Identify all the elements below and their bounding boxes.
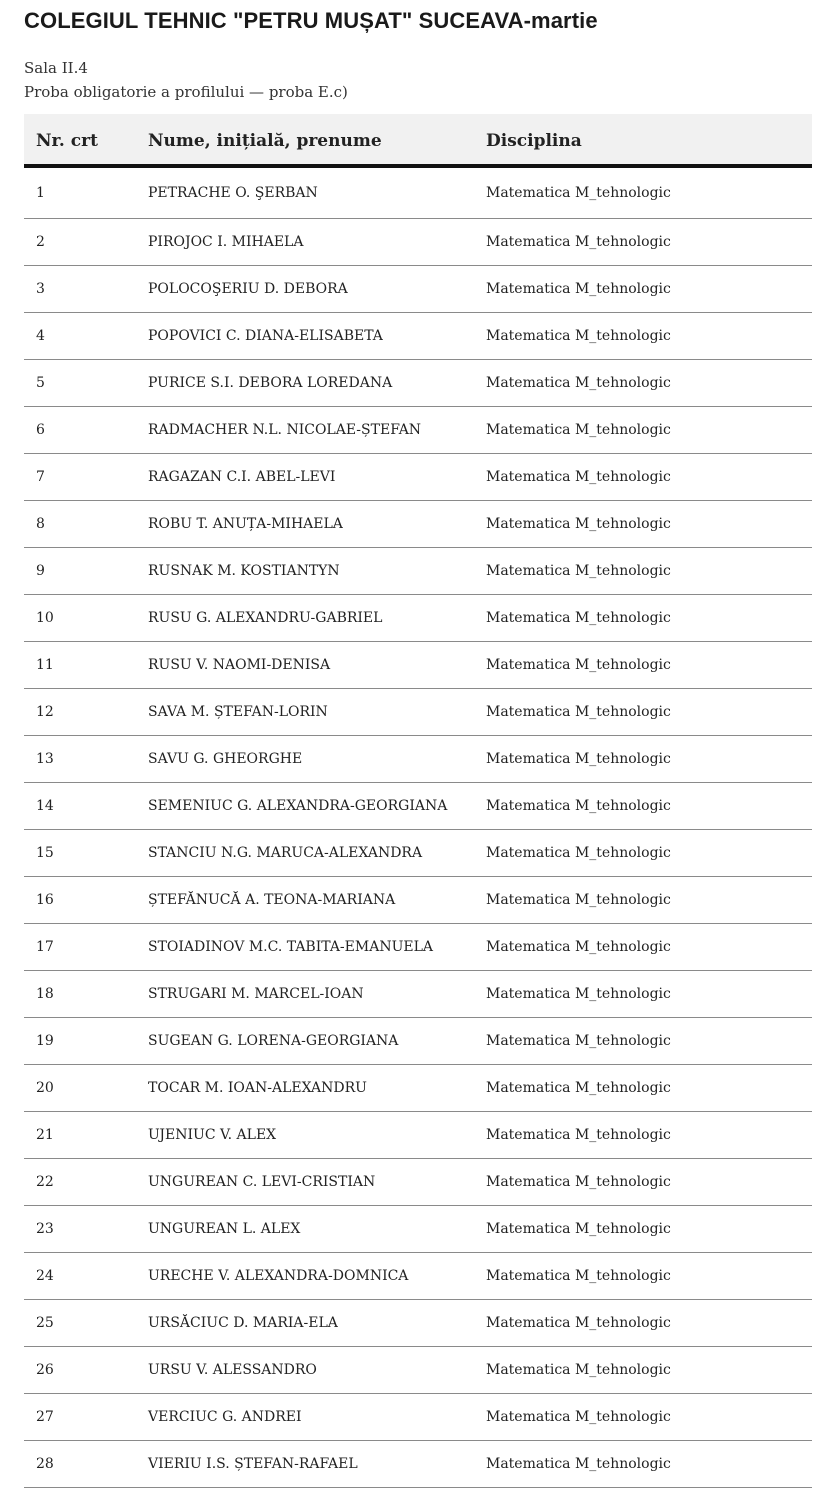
cell-name: URSĂCIUC D. MARIA-ELA <box>148 1315 338 1331</box>
cell-discipline: Matematica M_tehnologic <box>486 892 671 908</box>
cell-discipline: Matematica M_tehnologic <box>486 234 671 250</box>
table-row <box>24 595 812 642</box>
table-row <box>24 360 812 407</box>
column-header-discipline: Disciplina <box>486 131 582 151</box>
cell-discipline: Matematica M_tehnologic <box>486 1080 671 1096</box>
cell-nr: 14 <box>36 798 54 814</box>
candidates-table <box>24 114 812 1488</box>
table-row <box>24 1441 812 1488</box>
table-row <box>24 924 812 971</box>
cell-name: SUGEAN G. LORENA-GEORGIANA <box>148 1033 399 1049</box>
cell-name: STANCIU N.G. MARUCA-ALEXANDRA <box>148 845 423 861</box>
cell-discipline: Matematica M_tehnologic <box>486 516 671 532</box>
cell-nr: 11 <box>36 657 54 673</box>
cell-name: RUSNAK M. KOSTIANTYN <box>148 563 340 579</box>
table-row <box>24 1253 812 1300</box>
cell-nr: 7 <box>36 469 45 485</box>
page-title: COLEGIUL TEHNIC "PETRU MUȘAT" SUCEAVA-martie <box>24 8 598 33</box>
cell-nr: 8 <box>36 516 45 532</box>
cell-nr: 15 <box>36 845 54 861</box>
cell-discipline: Matematica M_tehnologic <box>486 281 671 297</box>
cell-nr: 1 <box>36 185 45 201</box>
table-row <box>24 1347 812 1394</box>
table-row <box>24 548 812 595</box>
cell-discipline: Matematica M_tehnologic <box>486 1033 671 1049</box>
cell-name: VIERIU I.S. ȘTEFAN-RAFAEL <box>148 1456 358 1472</box>
cell-nr: 20 <box>36 1080 54 1096</box>
table-row <box>24 1206 812 1253</box>
cell-discipline: Matematica M_tehnologic <box>486 939 671 955</box>
cell-discipline: Matematica M_tehnologic <box>486 185 671 201</box>
cell-discipline: Matematica M_tehnologic <box>486 1127 671 1143</box>
cell-discipline: Matematica M_tehnologic <box>486 1315 671 1331</box>
cell-discipline: Matematica M_tehnologic <box>486 798 671 814</box>
cell-nr: 4 <box>36 328 45 344</box>
cell-nr: 17 <box>36 939 54 955</box>
cell-discipline: Matematica M_tehnologic <box>486 328 671 344</box>
cell-discipline: Matematica M_tehnologic <box>486 375 671 391</box>
cell-name: UJENIUC V. ALEX <box>148 1127 277 1143</box>
cell-nr: 3 <box>36 281 45 297</box>
cell-discipline: Matematica M_tehnologic <box>486 1409 671 1425</box>
table-row <box>24 266 812 313</box>
cell-name: SEMENIUC G. ALEXANDRA-GEORGIANA <box>148 798 448 814</box>
cell-name: VERCIUC G. ANDREI <box>148 1409 302 1425</box>
cell-discipline: Matematica M_tehnologic <box>486 986 671 1002</box>
cell-name: UNGUREAN L. ALEX <box>148 1221 301 1237</box>
table-row <box>24 407 812 454</box>
cell-name: POPOVICI C. DIANA-ELISABETA <box>148 328 383 344</box>
cell-name: URSU V. ALESSANDRO <box>148 1362 317 1378</box>
cell-discipline: Matematica M_tehnologic <box>486 1268 671 1284</box>
cell-nr: 28 <box>36 1456 54 1472</box>
cell-nr: 6 <box>36 422 45 438</box>
column-header-name: Nume, inițială, prenume <box>148 131 382 151</box>
cell-name: RAGAZAN C.I. ABEL-LEVI <box>148 469 336 485</box>
table-row <box>24 642 812 689</box>
cell-discipline: Matematica M_tehnologic <box>486 469 671 485</box>
cell-name: UNGUREAN C. LEVI-CRISTIAN <box>148 1174 376 1190</box>
table-row <box>24 830 812 877</box>
table-row <box>24 877 812 924</box>
cell-name: RUSU G. ALEXANDRU-GABRIEL <box>148 610 383 626</box>
cell-nr: 22 <box>36 1174 54 1190</box>
cell-nr: 16 <box>36 892 54 908</box>
cell-name: TOCAR M. IOAN-ALEXANDRU <box>148 1080 367 1096</box>
cell-nr: 23 <box>36 1221 54 1237</box>
table-row <box>24 168 812 219</box>
cell-nr: 24 <box>36 1268 54 1284</box>
table-row <box>24 1300 812 1347</box>
cell-discipline: Matematica M_tehnologic <box>486 704 671 720</box>
cell-nr: 9 <box>36 563 45 579</box>
cell-nr: 2 <box>36 234 45 250</box>
cell-discipline: Matematica M_tehnologic <box>486 610 671 626</box>
cell-name: STOIADINOV M.C. TABITA-EMANUELA <box>148 939 433 955</box>
table-row <box>24 454 812 501</box>
cell-name: PURICE S.I. DEBORA LOREDANA <box>148 375 393 391</box>
room-label: Sala II.4 <box>24 59 88 77</box>
table-row <box>24 1065 812 1112</box>
table-row <box>24 971 812 1018</box>
cell-discipline: Matematica M_tehnologic <box>486 1456 671 1472</box>
table-header <box>24 114 812 168</box>
cell-discipline: Matematica M_tehnologic <box>486 751 671 767</box>
table-body <box>24 168 812 1488</box>
cell-discipline: Matematica M_tehnologic <box>486 1221 671 1237</box>
cell-name: RADMACHER N.L. NICOLAE-ȘTEFAN <box>148 422 422 438</box>
table-row <box>24 736 812 783</box>
table-row <box>24 783 812 830</box>
cell-name: POLOCOŞERIU D. DEBORA <box>148 281 348 297</box>
cell-nr: 18 <box>36 986 54 1002</box>
cell-name: ROBU T. ANUȚA-MIHAELA <box>148 516 343 532</box>
table-row <box>24 1394 812 1441</box>
cell-nr: 26 <box>36 1362 54 1378</box>
cell-nr: 27 <box>36 1409 54 1425</box>
cell-discipline: Matematica M_tehnologic <box>486 1174 671 1190</box>
cell-nr: 21 <box>36 1127 54 1143</box>
cell-discipline: Matematica M_tehnologic <box>486 563 671 579</box>
cell-discipline: Matematica M_tehnologic <box>486 657 671 673</box>
table-row <box>24 1112 812 1159</box>
cell-name: PIROJOC I. MIHAELA <box>148 234 304 250</box>
exam-label: Proba obligatorie a profilului — proba E.c) <box>24 83 348 101</box>
cell-name: SAVU G. GHEORGHE <box>148 751 303 767</box>
cell-name: STRUGARI M. MARCEL-IOAN <box>148 986 364 1002</box>
cell-nr: 25 <box>36 1315 54 1331</box>
cell-discipline: Matematica M_tehnologic <box>486 845 671 861</box>
table-row <box>24 1159 812 1206</box>
cell-name: PETRACHE O. ŞERBAN <box>148 185 318 201</box>
cell-nr: 13 <box>36 751 54 767</box>
table-row <box>24 219 812 266</box>
table-row <box>24 313 812 360</box>
cell-name: ȘTEFĂNUCĂ A. TEONA-MARIANA <box>148 892 396 908</box>
column-header-nr: Nr. crt <box>36 131 98 151</box>
cell-name: URECHE V. ALEXANDRA-DOMNICA <box>148 1268 409 1284</box>
cell-nr: 12 <box>36 704 54 720</box>
cell-nr: 10 <box>36 610 54 626</box>
cell-nr: 5 <box>36 375 45 391</box>
cell-name: RUSU V. NAOMI-DENISA <box>148 657 331 673</box>
cell-name: SAVA M. ȘTEFAN-LORIN <box>148 704 328 720</box>
table-row <box>24 1018 812 1065</box>
cell-discipline: Matematica M_tehnologic <box>486 1362 671 1378</box>
table-row <box>24 501 812 548</box>
cell-nr: 19 <box>36 1033 54 1049</box>
cell-discipline: Matematica M_tehnologic <box>486 422 671 438</box>
table-row <box>24 689 812 736</box>
